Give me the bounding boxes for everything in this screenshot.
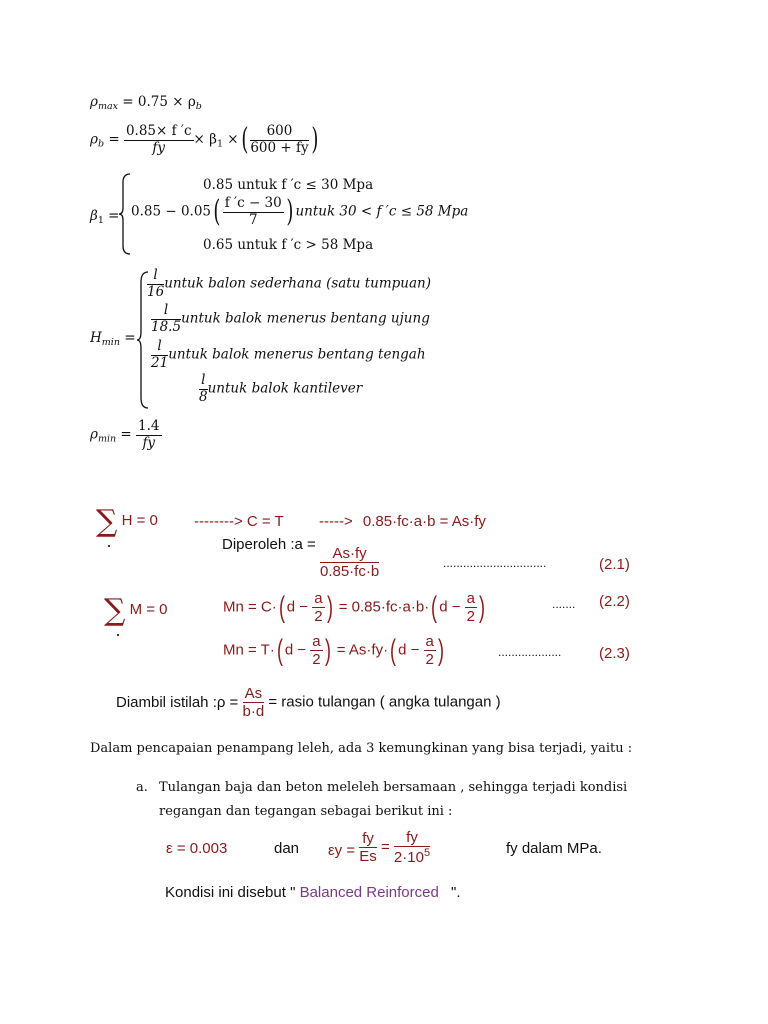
paragraph: Dalam pencapaian penampang leleh, ada 3 kemungkinan yang bisa terjadi, yaitu : — [90, 741, 633, 756]
equation-ref-2-3: (2.3) — [599, 645, 630, 662]
diambil-istilah-equation: Diambil istilah :ρ = $\frac{As}{b\cdot d}$ = rasio tulangan ( angka tulangan ) — [116, 685, 501, 721]
fraction: $\frac{f 'c - 30}{7}$ — [224, 195, 282, 228]
dots: ....... — [552, 597, 576, 611]
list-item-text: Tulangan baja dan beton meleleh bersamaan , sehingga terjadi kondisi — [159, 780, 628, 795]
formula-hmin-lhs: $H_{min}$ = — [90, 330, 136, 348]
beta1-case-1: 0.85 untuk f ′c ≤ 30 Mpa — [203, 177, 374, 193]
formula-rho-max: $\rho_{max} = 0.75 \times \rho_b$ — [90, 94, 202, 112]
hmin-row: $\frac{l}{16}$ untuk balon sederhana (satu tumpuan) — [147, 267, 431, 300]
formula-beta1-lhs: $\beta_1$ = — [90, 208, 120, 226]
sum-h-result: -----> 0.85·fc·a·b = As·fy — [319, 513, 486, 530]
balanced-reinforced-term: Balanced Reinforced — [299, 884, 439, 901]
left-paren: ( — [240, 122, 248, 158]
beta1-case-2: 0.85 − 0.05( $\frac{f 'c - 30}{7}$ ) untuk 30 < f ′c ≤ 58 Mpa — [131, 194, 469, 230]
fy-unit-note: fy dalam MPa. — [506, 840, 602, 857]
sigma-symbol: ∑ — [96, 504, 118, 539]
mn-t-equation: Mn = T·( d − $\frac{a}{2}$ ) = As·fy·( d − $\frac{a}{2}$ ) — [223, 633, 444, 669]
fraction: $\frac{600}{600 + fy}$ — [250, 123, 309, 156]
epsilon-c: ε = 0.003 — [166, 840, 228, 857]
sigma-symbol: ∑ — [104, 593, 126, 628]
sum-m-equation: ∑ M = 0 — [104, 593, 168, 628]
diperoleh-equation: Diperoleh :a = $\frac{As\cdot fy}{0.85\cdot fc\cdot b}$ — [222, 536, 380, 581]
curly-brace — [118, 172, 132, 256]
list-item-marker: a. — [136, 780, 148, 795]
epsilon-y-equation: εy = $\frac{fy}{Es}$ = $\frac{fy}{2\cdot 10^5}$ — [328, 829, 431, 867]
fraction: $\frac{0.85\times f 'c}{fy}$ — [125, 123, 192, 156]
equation-ref-2-1: (2.1) — [599, 556, 630, 573]
sigma-index-dot — [108, 545, 110, 547]
hmin-row: $\frac{l}{18.5}$ untuk balok menerus bentang ujung — [151, 302, 430, 335]
formula-rho-b: $\rho_b$ = $\frac{0.85\times f 'c}{fy}$ × $\beta_1$ ×( $\frac{600}{600 + fy}$ ) — [90, 122, 318, 158]
sum-h-arrow: --------> C = T — [194, 513, 284, 530]
hmin-row: $\frac{l}{21}$ untuk balok menerus bentang tengah — [151, 338, 426, 371]
beta1-case-3: 0.65 untuk f ′c > 58 Mpa — [203, 237, 374, 253]
list-item-text: regangan dan tegangan sebagai berikut ini : — [159, 804, 453, 819]
sigma-index-dot — [117, 634, 119, 636]
dan-text: dan — [274, 840, 300, 857]
right-paren: ) — [286, 194, 294, 230]
equation-ref-2-2: (2.2) — [599, 593, 630, 610]
formula-rho-min: $\rho_{min}$ = $\frac{1.4}{fy}$ — [90, 418, 160, 451]
left-paren: ( — [213, 194, 221, 230]
mn-c-equation: Mn = C·( d − $\frac{a}{2}$ ) = 0.85·fc·a·b·( d − $\frac{a}{2}$ ) — [223, 590, 485, 626]
right-paren: ) — [310, 122, 318, 158]
dots: ................... — [498, 645, 562, 659]
kondisi-line: Kondisi ini disebut " Balanced Reinforced ". — [165, 884, 461, 901]
fraction: $\frac{1.4}{fy}$ — [138, 418, 160, 451]
sum-h-equation: ∑ H = 0 — [96, 504, 158, 539]
hmin-row: $\frac{l}{8}$ untuk balok kantilever — [199, 372, 363, 405]
dots: ............................... — [443, 556, 547, 570]
